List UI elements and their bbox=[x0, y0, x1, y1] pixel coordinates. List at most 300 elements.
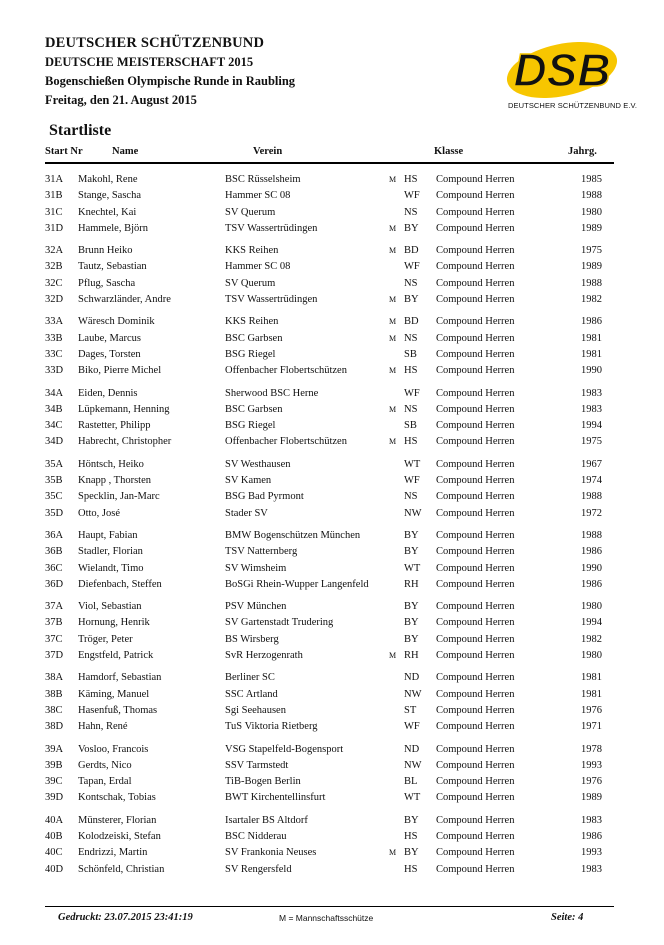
region-code: HS bbox=[404, 174, 418, 185]
class-name: Compound Herren bbox=[436, 704, 515, 716]
col-jahrg: Jahrg. bbox=[568, 146, 597, 157]
region-code: BD bbox=[404, 245, 419, 257]
club-name: SV Wimsheim bbox=[225, 562, 287, 574]
athlete-name: Schwarzländer, Andre bbox=[78, 294, 171, 306]
start-number: 33A bbox=[45, 316, 64, 328]
club-name: Sgi Seehausen bbox=[225, 704, 286, 716]
target-group bbox=[0, 172, 664, 237]
class-name: Compound Herren bbox=[436, 507, 515, 519]
table-row bbox=[0, 544, 664, 560]
target-group bbox=[0, 457, 664, 522]
athlete-name: Münsterer, Florian bbox=[78, 814, 157, 826]
club-name: TuS Viktoria Rietberg bbox=[225, 721, 318, 733]
class-name: Compound Herren bbox=[436, 562, 515, 574]
table-row bbox=[0, 813, 664, 829]
class-name: Compound Herren bbox=[436, 759, 515, 771]
table-row bbox=[0, 528, 664, 544]
class-name: Compound Herren bbox=[436, 365, 515, 377]
region-code: BY bbox=[404, 617, 419, 629]
region-code: RH bbox=[404, 650, 419, 662]
table-row bbox=[0, 457, 664, 473]
region-code: WT bbox=[404, 792, 421, 804]
birth-year: 1983 bbox=[581, 863, 602, 875]
athlete-name: Tröger, Peter bbox=[78, 633, 133, 645]
team-marker: M bbox=[389, 366, 397, 376]
page-title: Startliste bbox=[49, 122, 112, 139]
birth-year: 1976 bbox=[581, 704, 602, 716]
target-group bbox=[0, 742, 664, 807]
table-row bbox=[0, 506, 664, 522]
document-header bbox=[45, 34, 295, 110]
birth-year: 1985 bbox=[581, 174, 602, 185]
table-row bbox=[0, 276, 664, 292]
team-marker: M bbox=[389, 295, 397, 305]
athlete-name: Laube, Marcus bbox=[78, 332, 141, 344]
region-code: RH bbox=[404, 578, 419, 590]
athlete-name: Haupt, Fabian bbox=[78, 529, 138, 541]
athlete-name: Hahn, René bbox=[78, 721, 128, 733]
col-klasse: Klasse bbox=[434, 146, 464, 157]
club-name: TSV Wassertrüdingen bbox=[225, 294, 318, 306]
region-code: BY bbox=[404, 814, 419, 826]
region-code: WF bbox=[404, 261, 420, 273]
region-code: SB bbox=[404, 420, 417, 432]
start-number: 39A bbox=[45, 743, 64, 755]
birth-year: 1980 bbox=[581, 650, 602, 662]
region-code: NW bbox=[404, 507, 422, 519]
header-divider bbox=[45, 162, 614, 164]
club-name: BWT Kirchentellinsfurt bbox=[225, 792, 326, 804]
table-row bbox=[0, 790, 664, 806]
col-name: Name bbox=[112, 146, 139, 157]
club-name: Offenbacher Flobertschützen bbox=[225, 436, 347, 448]
class-name: Compound Herren bbox=[436, 863, 515, 875]
birth-year: 1983 bbox=[581, 403, 602, 415]
class-name: Compound Herren bbox=[436, 617, 515, 629]
logo-caption: DEUTSCHER SCHÜTZENBUND E.V. bbox=[508, 101, 638, 110]
region-code: ND bbox=[404, 672, 420, 684]
region-code: BY bbox=[404, 633, 419, 645]
birth-year: 1971 bbox=[581, 721, 602, 733]
team-marker: M bbox=[389, 437, 397, 447]
birth-year: 1976 bbox=[581, 776, 602, 788]
athlete-name: Tapan, Erdal bbox=[78, 776, 132, 788]
athlete-name: Hornung, Henrik bbox=[78, 617, 150, 629]
club-name: BSC Garbsen bbox=[225, 403, 283, 415]
table-row bbox=[0, 845, 664, 861]
class-name: Compound Herren bbox=[436, 529, 515, 541]
team-marker: M bbox=[389, 651, 397, 661]
table-row bbox=[0, 188, 664, 204]
team-marker: M bbox=[389, 333, 397, 343]
club-name: TSV Natternberg bbox=[225, 546, 298, 558]
table-row bbox=[0, 577, 664, 593]
club-name: Stader SV bbox=[225, 507, 268, 519]
start-number: 34B bbox=[45, 403, 63, 415]
athlete-name: Knechtel, Kai bbox=[78, 206, 137, 218]
region-code: ND bbox=[404, 743, 420, 755]
class-name: Compound Herren bbox=[436, 420, 515, 432]
target-group bbox=[0, 386, 664, 451]
start-number: 32D bbox=[45, 294, 64, 306]
class-name: Compound Herren bbox=[436, 174, 515, 185]
athlete-name: Dages, Torsten bbox=[78, 348, 141, 360]
athlete-name: Tautz, Sebastian bbox=[78, 261, 147, 273]
table-row bbox=[0, 719, 664, 735]
club-name: SSC Artland bbox=[225, 688, 278, 700]
club-name: TSV Wassertrüdingen bbox=[225, 222, 318, 234]
start-number: 37D bbox=[45, 650, 64, 662]
col-start-nr: Start Nr bbox=[45, 146, 83, 157]
athlete-name: Habrecht, Christopher bbox=[78, 436, 172, 448]
birth-year: 1983 bbox=[581, 814, 602, 826]
athlete-name: Stadler, Florian bbox=[78, 546, 143, 558]
footer-legend: M = Mannschaftsschütze bbox=[279, 913, 374, 923]
club-name: BMW Bogenschützen München bbox=[225, 529, 361, 541]
organization-name: DEUTSCHER SCHÜTZENBUND bbox=[45, 35, 265, 51]
region-code: BY bbox=[404, 222, 419, 234]
region-code: BY bbox=[404, 847, 419, 859]
table-row bbox=[0, 774, 664, 790]
athlete-name: Specklin, Jan-Marc bbox=[78, 491, 160, 503]
start-number: 32A bbox=[45, 245, 64, 257]
athlete-name: Wäresch Dominik bbox=[78, 316, 155, 328]
target-group bbox=[0, 314, 664, 379]
club-name: SV Querum bbox=[225, 206, 276, 218]
region-code: WF bbox=[404, 190, 420, 202]
athlete-name: Viol, Sebastian bbox=[78, 601, 142, 613]
club-name: BSC Rüsselsheim bbox=[225, 174, 301, 185]
table-row bbox=[0, 561, 664, 577]
start-number: 34D bbox=[45, 436, 64, 448]
class-name: Compound Herren bbox=[436, 245, 515, 257]
birth-year: 1988 bbox=[581, 491, 602, 503]
club-name: Offenbacher Flobertschützen bbox=[225, 365, 347, 377]
class-name: Compound Herren bbox=[436, 847, 515, 859]
start-number: 33C bbox=[45, 348, 63, 360]
region-code: NS bbox=[404, 332, 418, 344]
region-code: NW bbox=[404, 759, 422, 771]
start-number: 35D bbox=[45, 507, 64, 519]
athlete-name: Engstfeld, Patrick bbox=[78, 650, 154, 662]
birth-year: 1990 bbox=[581, 562, 602, 574]
class-name: Compound Herren bbox=[436, 792, 515, 804]
start-list-table bbox=[0, 172, 664, 884]
dsb-logo-icon bbox=[502, 36, 622, 100]
region-code: BD bbox=[404, 316, 419, 328]
club-name: SV Rengersfeld bbox=[225, 863, 292, 875]
table-row bbox=[0, 418, 664, 434]
club-name: SvR Herzogenrath bbox=[225, 650, 303, 662]
club-name: BSG Riegel bbox=[225, 420, 276, 432]
target-group bbox=[0, 813, 664, 878]
start-number: 39C bbox=[45, 776, 63, 788]
class-name: Compound Herren bbox=[436, 633, 515, 645]
club-name: BSG Riegel bbox=[225, 348, 276, 360]
start-number: 40A bbox=[45, 814, 64, 826]
region-code: SB bbox=[404, 348, 417, 360]
birth-year: 1989 bbox=[581, 792, 602, 804]
region-code: HS bbox=[404, 830, 418, 842]
class-name: Compound Herren bbox=[436, 348, 515, 360]
table-row bbox=[0, 687, 664, 703]
table-row bbox=[0, 615, 664, 631]
start-number: 38A bbox=[45, 672, 64, 684]
class-name: Compound Herren bbox=[436, 316, 515, 328]
start-number: 38D bbox=[45, 721, 64, 733]
table-row bbox=[0, 703, 664, 719]
club-name: VSG Stapelfeld-Bogensport bbox=[225, 743, 344, 755]
start-number: 40B bbox=[45, 830, 63, 842]
table-row bbox=[0, 386, 664, 402]
table-row bbox=[0, 758, 664, 774]
birth-year: 1978 bbox=[581, 743, 602, 755]
birth-year: 1980 bbox=[581, 601, 602, 613]
target-group bbox=[0, 528, 664, 593]
class-name: Compound Herren bbox=[436, 830, 515, 842]
logo-text: DSB bbox=[513, 44, 611, 96]
athlete-name: Endrizzi, Martin bbox=[78, 847, 148, 859]
birth-year: 1986 bbox=[581, 830, 602, 842]
start-number: 36B bbox=[45, 546, 63, 558]
start-number: 37C bbox=[45, 633, 63, 645]
team-marker: M bbox=[389, 246, 397, 256]
class-name: Compound Herren bbox=[436, 458, 515, 470]
start-number: 40D bbox=[45, 863, 64, 875]
club-name: BS Wirsberg bbox=[225, 633, 279, 645]
start-number: 39D bbox=[45, 792, 64, 804]
region-code: BY bbox=[404, 601, 419, 613]
club-name: SV Westhausen bbox=[225, 458, 291, 470]
team-marker: M bbox=[389, 175, 397, 184]
birth-year: 1988 bbox=[581, 190, 602, 202]
table-row bbox=[0, 314, 664, 330]
club-name: Hammer SC 08 bbox=[225, 261, 291, 273]
club-name: SV Kamen bbox=[225, 475, 272, 487]
table-row bbox=[0, 670, 664, 686]
dsb-logo bbox=[502, 36, 638, 114]
printed-timestamp: Gedruckt: 23.07.2015 23:41:19 bbox=[58, 912, 193, 923]
class-name: Compound Herren bbox=[436, 403, 515, 415]
region-code: NS bbox=[404, 277, 418, 289]
birth-year: 1975 bbox=[581, 436, 602, 448]
athlete-name: Brunn Heiko bbox=[78, 245, 133, 257]
athlete-name: Hamdorf, Sebastian bbox=[78, 672, 162, 684]
table-row bbox=[0, 862, 664, 878]
athlete-name: Käming, Manuel bbox=[78, 688, 150, 700]
region-code: HS bbox=[404, 863, 418, 875]
athlete-name: Diefenbach, Steffen bbox=[78, 578, 162, 590]
class-name: Compound Herren bbox=[436, 814, 515, 826]
start-number: 35A bbox=[45, 458, 64, 470]
birth-year: 1993 bbox=[581, 759, 602, 771]
start-number: 38C bbox=[45, 704, 63, 716]
club-name: Berliner SC bbox=[225, 672, 275, 684]
region-code: BY bbox=[404, 529, 419, 541]
start-number: 34A bbox=[45, 387, 64, 399]
birth-year: 1986 bbox=[581, 316, 602, 328]
start-number: 38B bbox=[45, 688, 63, 700]
athlete-name: Rastetter, Philipp bbox=[78, 420, 151, 432]
birth-year: 1983 bbox=[581, 387, 602, 399]
table-row bbox=[0, 489, 664, 505]
table-row bbox=[0, 402, 664, 418]
birth-year: 1994 bbox=[581, 420, 602, 432]
birth-year: 1989 bbox=[581, 222, 602, 234]
birth-year: 1974 bbox=[581, 475, 602, 487]
club-name: TiB-Bogen Berlin bbox=[225, 776, 301, 788]
region-code: HS bbox=[404, 436, 418, 448]
table-row bbox=[0, 434, 664, 450]
athlete-name: Vosloo, Francois bbox=[78, 743, 149, 755]
table-row bbox=[0, 172, 664, 188]
class-name: Compound Herren bbox=[436, 601, 515, 613]
start-number: 33B bbox=[45, 332, 63, 344]
class-name: Compound Herren bbox=[436, 743, 515, 755]
birth-year: 1982 bbox=[581, 633, 602, 645]
region-code: BY bbox=[404, 294, 419, 306]
class-name: Compound Herren bbox=[436, 387, 515, 399]
birth-year: 1981 bbox=[581, 688, 602, 700]
athlete-name: Lüpkemann, Henning bbox=[78, 403, 170, 415]
birth-year: 1981 bbox=[581, 348, 602, 360]
region-code: WF bbox=[404, 475, 420, 487]
table-row bbox=[0, 292, 664, 308]
class-name: Compound Herren bbox=[436, 190, 515, 202]
team-marker: M bbox=[389, 404, 397, 414]
start-number: 31C bbox=[45, 206, 63, 218]
col-verein: Verein bbox=[253, 146, 283, 157]
table-row bbox=[0, 599, 664, 615]
birth-year: 1972 bbox=[581, 507, 602, 519]
region-code: WT bbox=[404, 458, 421, 470]
class-name: Compound Herren bbox=[436, 332, 515, 344]
table-row bbox=[0, 632, 664, 648]
region-code: BY bbox=[404, 546, 419, 558]
region-code: HS bbox=[404, 365, 418, 377]
club-name: PSV München bbox=[225, 601, 287, 613]
table-row bbox=[0, 243, 664, 259]
club-name: BSG Bad Pyrmont bbox=[225, 491, 304, 503]
club-name: BSC Garbsen bbox=[225, 332, 283, 344]
start-number: 35C bbox=[45, 491, 63, 503]
athlete-name: Biko, Pierre Michel bbox=[78, 365, 162, 377]
birth-year: 1980 bbox=[581, 206, 602, 218]
class-name: Compound Herren bbox=[436, 650, 515, 662]
table-row bbox=[0, 473, 664, 489]
class-name: Compound Herren bbox=[436, 578, 515, 590]
class-name: Compound Herren bbox=[436, 277, 515, 289]
birth-year: 1967 bbox=[581, 458, 602, 470]
class-name: Compound Herren bbox=[436, 721, 515, 733]
club-name: Sherwood BSC Herne bbox=[225, 387, 319, 399]
club-name: SSV Tarmstedt bbox=[225, 759, 289, 771]
start-number: 31A bbox=[45, 174, 64, 185]
class-name: Compound Herren bbox=[436, 261, 515, 273]
start-number: 37A bbox=[45, 601, 64, 613]
athlete-name: Otto, José bbox=[78, 507, 120, 519]
footer-divider bbox=[45, 906, 614, 907]
club-name: Isartaler BS Altdorf bbox=[225, 814, 308, 826]
birth-year: 1982 bbox=[581, 294, 602, 306]
athlete-name: Hasenfuß, Thomas bbox=[78, 704, 158, 716]
class-name: Compound Herren bbox=[436, 546, 515, 558]
club-name: BSC Nidderau bbox=[225, 830, 287, 842]
start-number: 36A bbox=[45, 529, 64, 541]
start-number: 34C bbox=[45, 420, 63, 432]
target-group bbox=[0, 599, 664, 664]
athlete-name: Pflug, Sascha bbox=[78, 277, 136, 289]
table-row bbox=[0, 205, 664, 221]
region-code: NS bbox=[404, 403, 418, 415]
event-title: DEUTSCHE MEISTERSCHAFT 2015 bbox=[45, 55, 254, 69]
athlete-name: Schönfeld, Christian bbox=[78, 863, 165, 875]
class-name: Compound Herren bbox=[436, 475, 515, 487]
class-name: Compound Herren bbox=[436, 294, 515, 306]
athlete-name: Eiden, Dennis bbox=[78, 387, 138, 399]
table-row bbox=[0, 221, 664, 237]
athlete-name: Stange, Sascha bbox=[78, 190, 141, 202]
athlete-name: Wielandt, Timo bbox=[78, 562, 144, 574]
region-code: WF bbox=[404, 387, 420, 399]
birth-year: 1981 bbox=[581, 332, 602, 344]
region-code: NS bbox=[404, 206, 418, 218]
table-row bbox=[0, 331, 664, 347]
table-row bbox=[0, 648, 664, 664]
athlete-name: Höntsch, Heiko bbox=[78, 458, 144, 470]
region-code: NS bbox=[404, 491, 418, 503]
athlete-name: Gerdts, Nico bbox=[78, 759, 132, 771]
table-row bbox=[0, 742, 664, 758]
birth-year: 1986 bbox=[581, 546, 602, 558]
birth-year: 1975 bbox=[581, 245, 602, 257]
birth-year: 1990 bbox=[581, 365, 602, 377]
start-number: 31D bbox=[45, 222, 64, 234]
class-name: Compound Herren bbox=[436, 491, 515, 503]
birth-year: 1988 bbox=[581, 277, 602, 289]
table-row bbox=[0, 259, 664, 275]
start-number: 33D bbox=[45, 365, 64, 377]
club-name: SV Querum bbox=[225, 277, 276, 289]
start-number: 40C bbox=[45, 847, 63, 859]
athlete-name: Kolodzeiski, Stefan bbox=[78, 830, 161, 842]
region-code: NW bbox=[404, 688, 422, 700]
birth-year: 1988 bbox=[581, 529, 602, 541]
table-row bbox=[0, 347, 664, 363]
birth-year: 1993 bbox=[581, 847, 602, 859]
start-number: 31B bbox=[45, 190, 63, 202]
start-number: 37B bbox=[45, 617, 63, 629]
club-name: KKS Reihen bbox=[225, 245, 279, 257]
event-date: Freitag, den 21. August 2015 bbox=[45, 93, 197, 107]
page-number: Seite: 4 bbox=[551, 912, 584, 923]
start-number: 32B bbox=[45, 261, 63, 273]
start-number: 32C bbox=[45, 277, 63, 289]
birth-year: 1981 bbox=[581, 672, 602, 684]
table-row bbox=[0, 363, 664, 379]
class-name: Compound Herren bbox=[436, 206, 515, 218]
athlete-name: Makohl, Rene bbox=[78, 174, 138, 185]
start-number: 35B bbox=[45, 475, 63, 487]
club-name: KKS Reihen bbox=[225, 316, 279, 328]
team-marker: M bbox=[389, 848, 397, 858]
club-name: Hammer SC 08 bbox=[225, 190, 291, 202]
region-code: BL bbox=[404, 776, 418, 788]
region-code: WT bbox=[404, 562, 421, 574]
class-name: Compound Herren bbox=[436, 672, 515, 684]
club-name: SV Frankonia Neuses bbox=[225, 847, 317, 859]
region-code: WF bbox=[404, 721, 420, 733]
